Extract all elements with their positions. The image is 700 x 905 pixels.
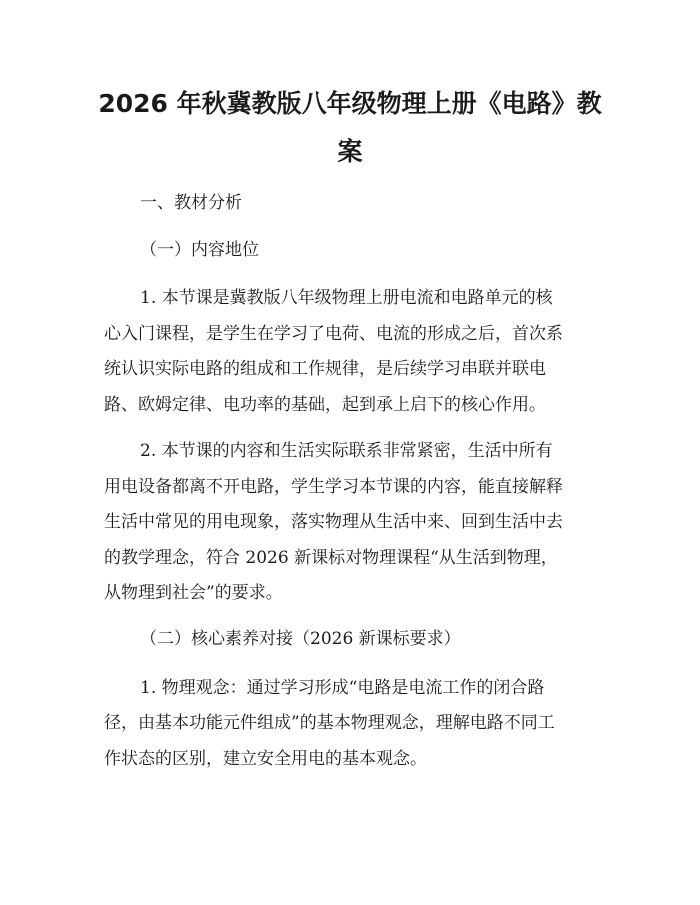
paragraph-2-line-1: 2. 本节课的内容和生活实际联系非常紧密，生活中所有 <box>140 441 553 461</box>
paragraph-1-line-4: 路、欧姆定律、电功率的基础，起到承上启下的核心作用。 <box>104 395 546 415</box>
paragraph-2-line-3: 生活中常见的用电现象，落实物理从生活中来、回到生活中去 <box>104 512 563 532</box>
paragraph-3-line-1: 1. 物理观念：通过学习形成“电路是电流工作的闭合路 <box>140 678 545 698</box>
paragraph-3-line-3: 作状态的区别，建立安全用电的基本观念。 <box>104 749 427 769</box>
paragraph-1-line-3: 统认识实际电路的组成和工作规律，是后续学习串联并联电 <box>104 359 546 379</box>
paragraph-1-line-2: 心入门课程，是学生在学习了电荷、电流的形成之后，首次系 <box>104 324 563 344</box>
document-title-line-2: 案 <box>337 137 363 166</box>
document-title-line-1: 2026 年秋冀教版八年级物理上册《电路》教 <box>98 89 602 118</box>
paragraph-1-line-1: 1. 本节课是冀教版八年级物理上册电流和电路单元的核 <box>140 288 553 308</box>
paragraph-2-line-2: 用电设备都离不开电路，学生学习本节课的内容，能直接解释 <box>104 477 563 497</box>
subsection-heading-content-position: （一）内容地位 <box>140 240 259 260</box>
section-heading-textbook-analysis: 一、教材分析 <box>140 193 242 213</box>
paragraph-2-line-5: 从物理到社会”的要求。 <box>104 583 283 603</box>
paragraph-2-line-4: 的教学理念，符合 2026 新课标对物理课程“从生活到物理， <box>104 548 558 568</box>
paragraph-3-line-2: 径，由基本功能元件组成”的基本物理观念，理解电路不同工 <box>104 713 555 733</box>
subsection-heading-core-literacy: （二）核心素养对接（2026 新课标要求） <box>140 629 461 649</box>
